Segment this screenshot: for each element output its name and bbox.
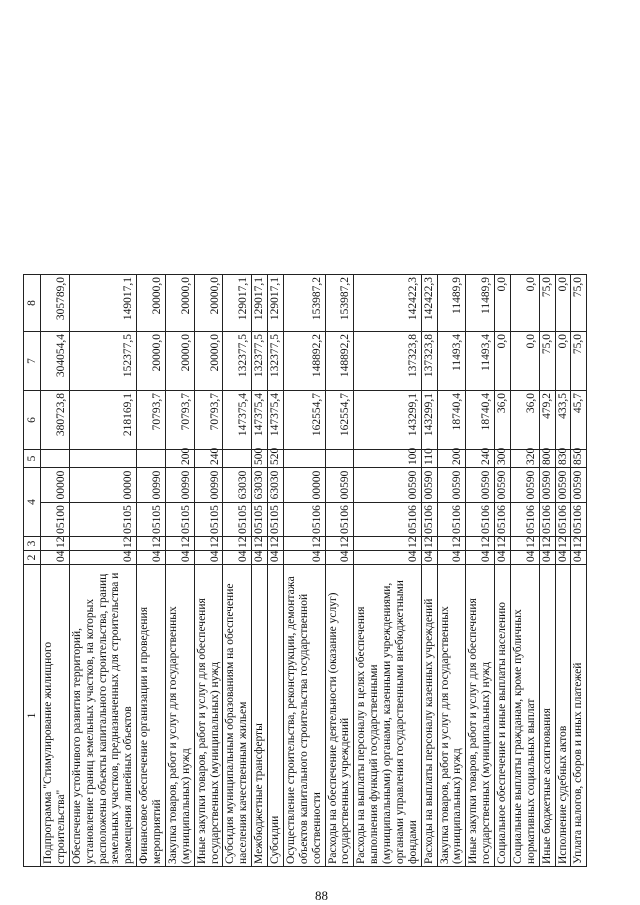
section-code: 04	[495, 551, 511, 565]
target-code-a: 05105	[137, 503, 166, 537]
table-row	[223, 275, 252, 867]
section-code: 04	[223, 551, 252, 565]
amount-col8: 11489,9	[466, 275, 495, 332]
target-code-b: 00590	[555, 468, 571, 503]
table-row	[437, 275, 466, 867]
target-code-a: 05106	[437, 503, 466, 537]
amount-col7: 0,0	[555, 332, 571, 391]
amount-col7: 137323,8	[421, 332, 437, 391]
expense-type: 110	[421, 450, 437, 468]
subsection-code: 12	[571, 537, 587, 551]
table-row	[354, 275, 421, 867]
amount-col6: 143299,1	[421, 391, 437, 450]
table-row	[252, 275, 268, 867]
table-row	[325, 275, 354, 867]
section-code: 04	[283, 551, 325, 565]
target-code-b: 00590	[571, 468, 587, 503]
row-name: Расходы на обеспечение деятельности (оказание услуг) государственных учреждений	[325, 565, 354, 867]
page-number-area	[15, 868, 625, 903]
expense-type	[137, 450, 166, 468]
amount-col6: 36,0	[510, 391, 539, 450]
subsection-code: 12	[252, 537, 268, 551]
amount-col6: 36,0	[495, 391, 511, 450]
target-code-b: 00000	[69, 468, 136, 503]
rotated-page	[15, 5, 625, 903]
target-code-a: 05106	[421, 503, 437, 537]
target-code-b: 00590	[437, 468, 466, 503]
target-code-a: 05105	[165, 503, 194, 537]
amount-col7: 0,0	[495, 332, 511, 391]
expense-type: 320	[510, 450, 539, 468]
target-code-b: 00990	[165, 468, 194, 503]
col-header-3: 3	[24, 537, 41, 551]
table-row	[495, 275, 511, 867]
row-name: Обеспечение устойчивого развития территорий, установление границ земельных участков, на которых расположены объекты капитального строительства, границ земельных участков, предназначенных для строительства и размещения линейных объектов	[69, 565, 136, 867]
budget-table	[23, 274, 587, 867]
expense-type: 520	[268, 450, 284, 468]
amount-col8: 0,0	[495, 275, 511, 332]
target-code-b: 00990	[137, 468, 166, 503]
target-code-a: 05105	[268, 503, 284, 537]
row-name: Социальные выплаты гражданам, кроме публичных нормативных социальных выплат	[510, 565, 539, 867]
expense-type: 800	[539, 450, 555, 468]
amount-col6: 380723,8	[41, 391, 70, 450]
amount-col7: 0,0	[510, 332, 539, 391]
expense-type: 300	[495, 450, 511, 468]
amount-col8: 0,0	[510, 275, 539, 332]
amount-col8: 153987,2	[283, 275, 325, 332]
amount-col7: 132377,5	[268, 332, 284, 391]
target-code-a: 05105	[223, 503, 252, 537]
table-row	[539, 275, 555, 867]
col-header-6: 6	[24, 391, 41, 450]
target-code-b: 00590	[421, 468, 437, 503]
section-code: 04	[165, 551, 194, 565]
target-code-b: 00590	[325, 468, 354, 503]
target-code-a: 05105	[69, 503, 136, 537]
target-code-b: 00990	[194, 468, 223, 503]
amount-col8: 0,0	[555, 275, 571, 332]
amount-col6: 162554,7	[283, 391, 325, 450]
target-code-b: 63030	[223, 468, 252, 503]
subsection-code: 12	[555, 537, 571, 551]
amount-col8: 305789,0	[41, 275, 70, 332]
amount-col7: 11493,4	[466, 332, 495, 391]
target-code-a: 05106	[510, 503, 539, 537]
amount-col7: 137323,8	[354, 332, 421, 391]
subsection-code: 12	[165, 537, 194, 551]
target-code-a: 05106	[283, 503, 325, 537]
row-name: Исполнение судебных актов	[555, 565, 571, 867]
amount-col7: 20000,0	[194, 332, 223, 391]
amount-col6: 70793,7	[165, 391, 194, 450]
amount-col8: 142422,3	[421, 275, 437, 332]
col-header-4: 4	[24, 468, 41, 537]
subsection-code: 12	[223, 537, 252, 551]
amount-col7: 152377,5	[69, 332, 136, 391]
target-code-b: 00590	[466, 468, 495, 503]
table-row	[555, 275, 571, 867]
row-name: Иные закупки товаров, работ и услуг для обеспечения государственных (муниципальных) нужд	[466, 565, 495, 867]
subsection-code: 12	[354, 537, 421, 551]
subsection-code: 12	[137, 537, 166, 551]
amount-col8: 20000,0	[194, 275, 223, 332]
amount-col8: 20000,0	[165, 275, 194, 332]
amount-col8: 129017,1	[268, 275, 284, 332]
subsection-code: 12	[437, 537, 466, 551]
amount-col6: 147375,4	[268, 391, 284, 450]
row-name: Субсидии	[268, 565, 284, 867]
amount-col6: 147375,4	[223, 391, 252, 450]
row-name: Уплата налогов, сборов и иных платежей	[571, 565, 587, 867]
row-name: Подпрограмма "Стимулирование жилищного строительства"	[41, 565, 70, 867]
amount-col8: 11489,9	[437, 275, 466, 332]
amount-col7: 304054,4	[41, 332, 70, 391]
section-code: 04	[555, 551, 571, 565]
col-header-2: 2	[24, 551, 41, 565]
row-name: Закупка товаров, работ и услуг для государственных (муниципальных) нужд	[165, 565, 194, 867]
expense-type: 240	[466, 450, 495, 468]
row-name: Расходы на выплаты персоналу казенных учреждений	[421, 565, 437, 867]
amount-col6: 433,5	[555, 391, 571, 450]
target-code-b: 00590	[539, 468, 555, 503]
amount-col6: 162554,7	[325, 391, 354, 450]
amount-col8: 129017,1	[223, 275, 252, 332]
expense-type: 500	[252, 450, 268, 468]
table-body	[41, 275, 587, 867]
expense-type	[325, 450, 354, 468]
row-name: Закупка товаров, работ и услуг для государственных (муниципальных) нужд	[437, 565, 466, 867]
row-name: Межбюджетные трансферты	[252, 565, 268, 867]
amount-col7: 132377,5	[252, 332, 268, 391]
target-code-b: 00000	[283, 468, 325, 503]
subsection-code: 12	[283, 537, 325, 551]
amount-col8: 149017,1	[69, 275, 136, 332]
amount-col6: 143299,1	[354, 391, 421, 450]
target-code-b: 63030	[252, 468, 268, 503]
expense-type: 200	[437, 450, 466, 468]
amount-col7: 132377,5	[223, 332, 252, 391]
expense-type: 200	[165, 450, 194, 468]
expense-type	[223, 450, 252, 468]
col-header-7: 7	[24, 332, 41, 391]
expense-type	[69, 450, 136, 468]
table-row	[137, 275, 166, 867]
subsection-code: 12	[421, 537, 437, 551]
row-name: Финансовое обеспечение организации и проведения мероприятий	[137, 565, 166, 867]
expense-type: 830	[555, 450, 571, 468]
amount-col6: 18740,4	[466, 391, 495, 450]
subsection-code: 12	[495, 537, 511, 551]
expense-type: 100	[354, 450, 421, 468]
row-name: Иные бюджетные ассигнования	[539, 565, 555, 867]
amount-col6: 70793,7	[194, 391, 223, 450]
table-row	[510, 275, 539, 867]
amount-col6: 147375,4	[252, 391, 268, 450]
table-row	[41, 275, 70, 867]
table-row	[165, 275, 194, 867]
amount-col6: 70793,7	[137, 391, 166, 450]
expense-type	[41, 450, 70, 468]
amount-col6: 218169,1	[69, 391, 136, 450]
col-header-8: 8	[24, 275, 41, 332]
section-code: 04	[69, 551, 136, 565]
amount-col7: 148892,2	[283, 332, 325, 391]
table-row	[466, 275, 495, 867]
section-code: 04	[510, 551, 539, 565]
target-code-a: 05106	[555, 503, 571, 537]
target-code-a: 05106	[325, 503, 354, 537]
col-header-1: 1	[24, 565, 41, 867]
amount-col8: 75,0	[539, 275, 555, 332]
amount-col7: 20000,0	[137, 332, 166, 391]
amount-col8: 75,0	[571, 275, 587, 332]
section-code: 04	[137, 551, 166, 565]
section-code: 04	[252, 551, 268, 565]
target-code-a: 05106	[571, 503, 587, 537]
amount-col7: 20000,0	[165, 332, 194, 391]
section-code: 04	[539, 551, 555, 565]
col-header-5: 5	[24, 450, 41, 468]
target-code-b: 63030	[268, 468, 284, 503]
subsection-code: 12	[466, 537, 495, 551]
section-code: 04	[571, 551, 587, 565]
subsection-code: 12	[325, 537, 354, 551]
amount-col8: 129017,1	[252, 275, 268, 332]
table-row	[268, 275, 284, 867]
section-code: 04	[41, 551, 70, 565]
expense-type: 240	[194, 450, 223, 468]
subsection-code: 12	[69, 537, 136, 551]
amount-col7: 75,0	[539, 332, 555, 391]
row-name: Субсидия муниципальным образованиям на обеспечение населения качественным жильем	[223, 565, 252, 867]
subsection-code: 12	[268, 537, 284, 551]
amount-col6: 479,2	[539, 391, 555, 450]
expense-type	[283, 450, 325, 468]
page-number: 88	[315, 888, 328, 903]
subsection-code: 12	[194, 537, 223, 551]
target-code-a: 05100	[41, 503, 70, 537]
subsection-code: 12	[41, 537, 70, 551]
amount-col6: 18740,4	[437, 391, 466, 450]
table-row	[283, 275, 325, 867]
row-name: Осуществление строительства, реконструкции, демонтажа объектов капитального строительства государственной собственности	[283, 565, 325, 867]
amount-col7: 148892,2	[325, 332, 354, 391]
table-row	[421, 275, 437, 867]
row-name: Социальное обеспечение и иные выплаты населению	[495, 565, 511, 867]
subsection-code: 12	[539, 537, 555, 551]
amount-col8: 153987,2	[325, 275, 354, 332]
amount-col6: 45,7	[571, 391, 587, 450]
section-code: 04	[437, 551, 466, 565]
row-name: Иные закупки товаров, работ и услуг для обеспечения государственных (муниципальных) нужд	[194, 565, 223, 867]
amount-col8: 20000,0	[137, 275, 166, 332]
target-code-b: 00590	[510, 468, 539, 503]
target-code-a: 05106	[354, 503, 421, 537]
target-code-a: 05105	[194, 503, 223, 537]
target-code-b: 00590	[495, 468, 511, 503]
amount-col7: 11493,4	[437, 332, 466, 391]
section-code: 04	[268, 551, 284, 565]
target-code-b: 00590	[354, 468, 421, 503]
target-code-b: 00000	[41, 468, 70, 503]
expense-type: 850	[571, 450, 587, 468]
row-name: Расходы на выплаты персоналу в целях обеспечения выполнения функций государственными (муниципальными) органами, казенными учреждениями, органами управления государственными внебюджетными фондами	[354, 565, 421, 867]
section-code: 04	[194, 551, 223, 565]
target-code-a: 05106	[495, 503, 511, 537]
header-row	[24, 275, 41, 867]
table-row	[571, 275, 587, 867]
target-code-a: 05106	[466, 503, 495, 537]
section-code: 04	[325, 551, 354, 565]
section-code: 04	[354, 551, 421, 565]
table-row	[194, 275, 223, 867]
section-code: 04	[466, 551, 495, 565]
target-code-a: 05105	[252, 503, 268, 537]
subsection-code: 12	[510, 537, 539, 551]
amount-col7: 75,0	[571, 332, 587, 391]
target-code-a: 05106	[539, 503, 555, 537]
amount-col8: 142422,3	[354, 275, 421, 332]
table-row	[69, 275, 136, 867]
section-code: 04	[421, 551, 437, 565]
